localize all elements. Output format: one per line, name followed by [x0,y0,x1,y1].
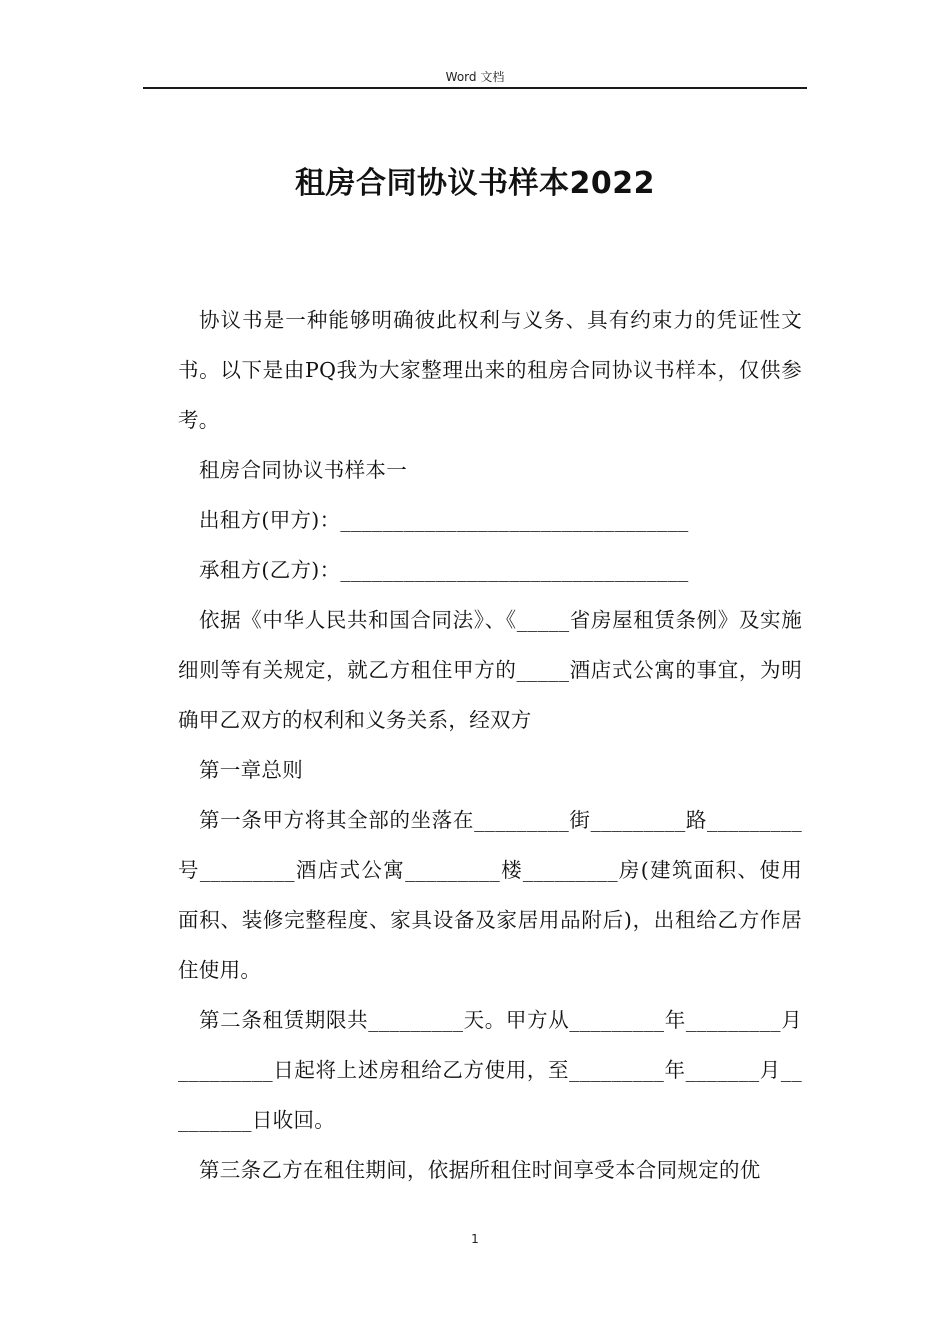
paragraph-sample-heading: 租房合同协议书样本一 [199,458,407,482]
paragraph-lessor-party: 出租方(甲方)：_________________________________ [199,508,689,532]
paragraph-article-three: 第三条乙方在租住期间，依据所租住时间享受本合同规定的优 [199,1158,761,1182]
paragraph-lessee-party: 承租方(乙方)：_________________________________ [199,558,689,582]
paragraph-chapter-one: 第一章总则 [199,758,303,782]
paragraph-intro: 协议书是一种能够明确彼此权利与义务、具有约束力的凭证性文书。以下是由PQ我为大家整理出来的租房合同协议书样本，仅供参考。 [178,308,802,432]
document-title: 租房合同协议书样本2022 [295,166,655,201]
page-number: 1 [471,1232,479,1246]
document-body [178,295,802,1195]
page-header-text: Word 文档 [445,70,505,84]
paragraph-article-two: 第二条租赁期限共_________天。甲方从_________年_________月_________日起将上述房租给乙方使用，至_________年_______月_________日收回。 [178,1008,802,1132]
paragraph-article-one: 第一条甲方将其全部的坐落在_________街_________路_________号_________酒店式公寓_________楼_________房(建筑面积、使用面积、装修完整程度、家具设备及家居用品附后)，出租给乙方作居住使用。 [178,808,802,982]
paragraph-legal-basis: 依据《中华人民共和国合同法》、《_____省房屋租赁条例》及实施细则等有关规定，就乙方租住甲方的_____酒店式公寓的事宜，为明确甲乙双方的权利和义务关系，经双方 [178,608,802,732]
header-divider [143,87,807,89]
